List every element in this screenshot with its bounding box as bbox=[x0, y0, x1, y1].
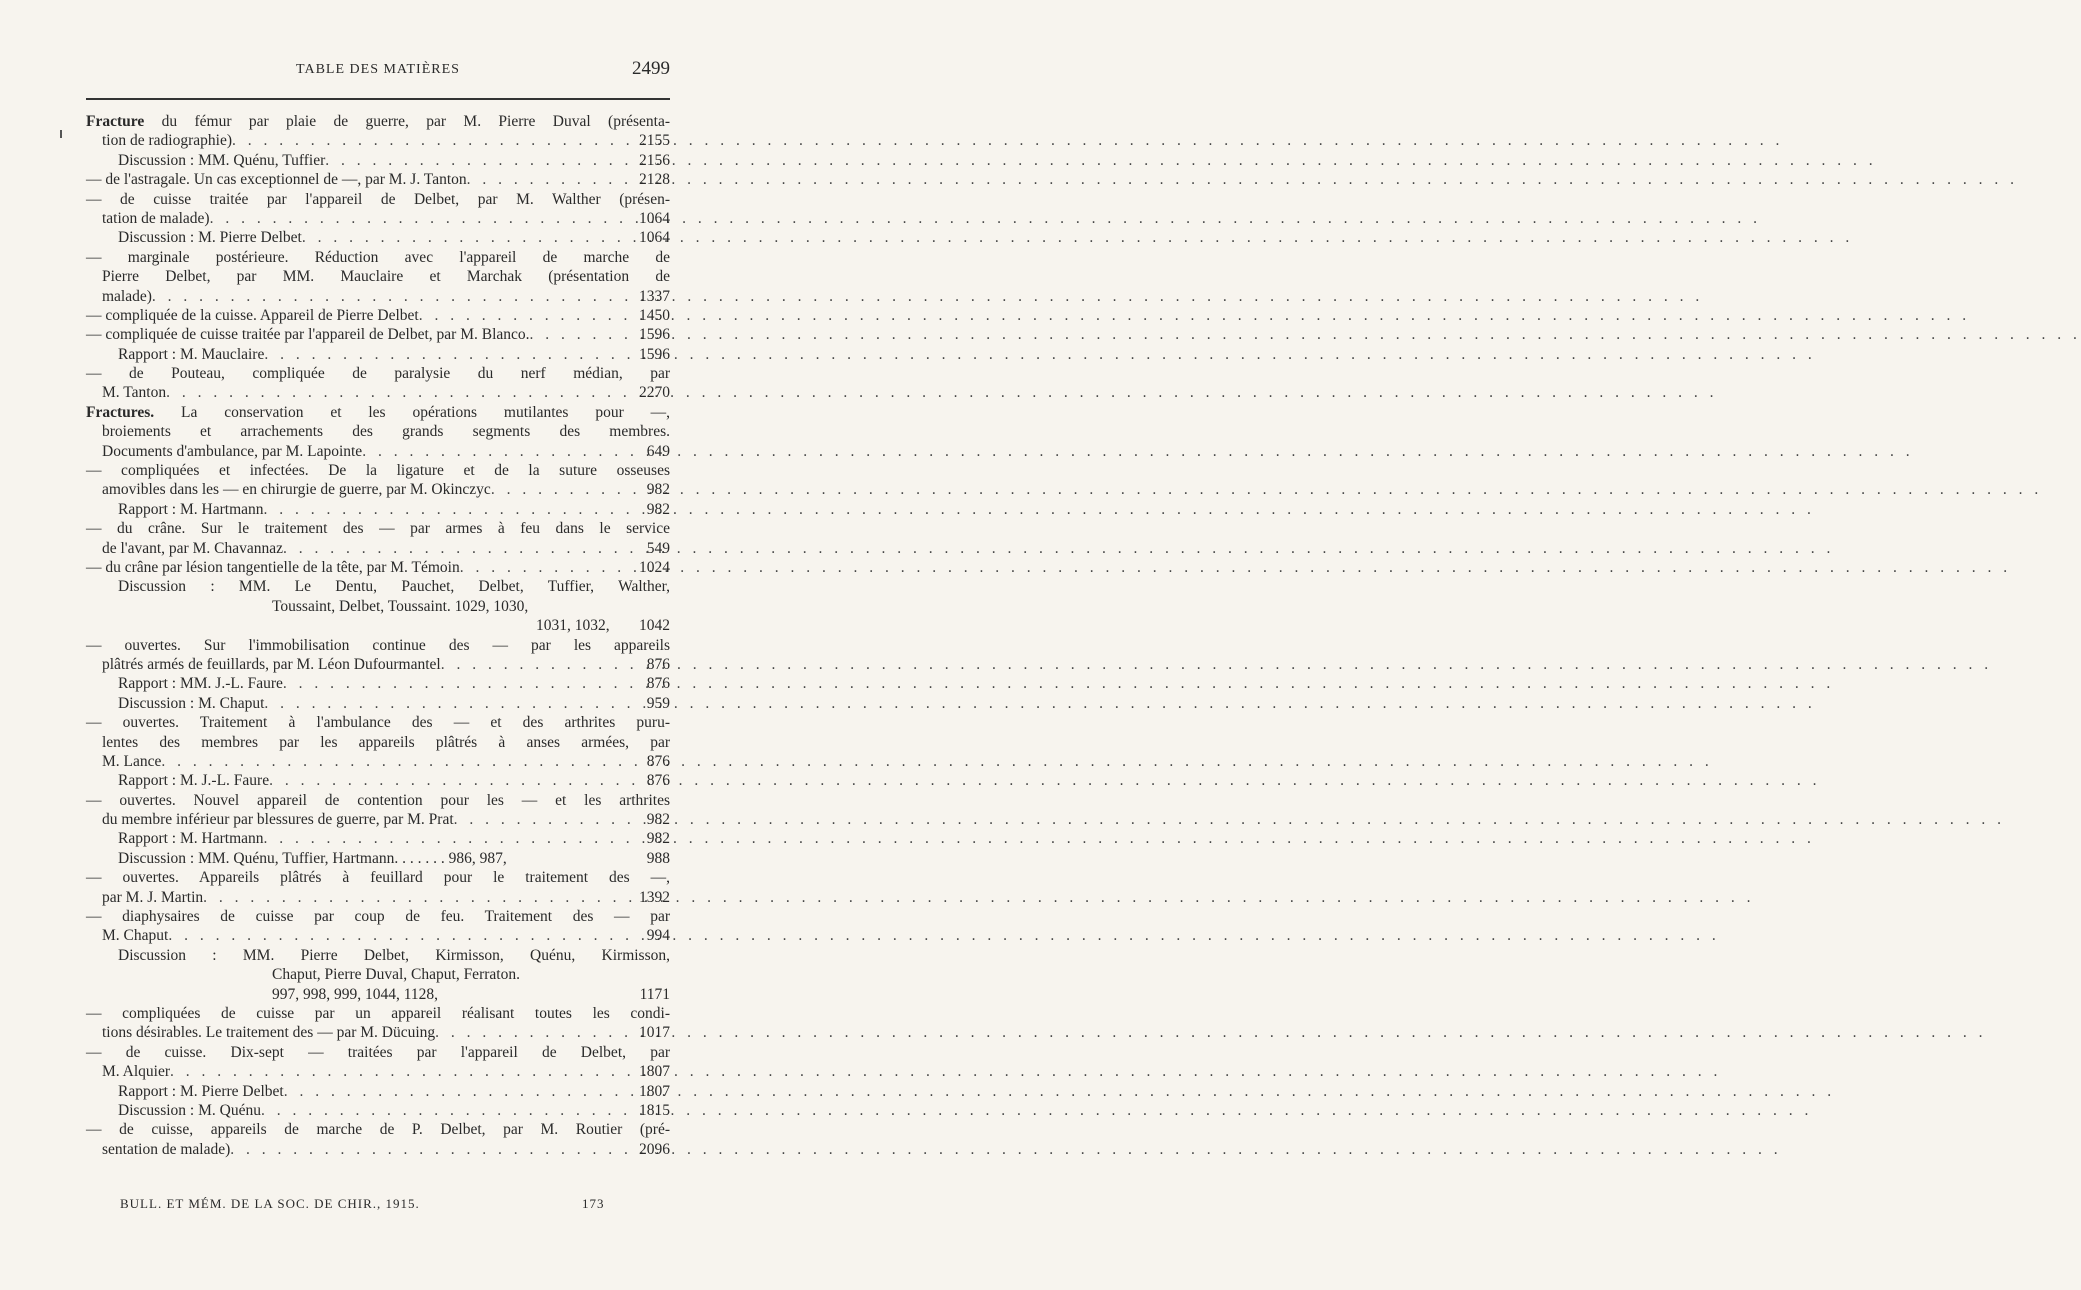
index-line bbox=[86, 1062, 670, 1081]
entry-text: Fracture du fémur par plaie de guerre, par M. Pierre Duval (présenta- bbox=[86, 113, 670, 130]
dot-leader bbox=[419, 306, 634, 325]
dot-leader bbox=[362, 442, 634, 461]
entry-page: 982 bbox=[646, 481, 670, 499]
entry-page: 1596 bbox=[639, 345, 670, 363]
entry-text: M. Alquier bbox=[102, 1063, 171, 1081]
entry-text: tation de malade) bbox=[102, 209, 210, 227]
index-line bbox=[86, 519, 670, 538]
signature-mark: 173 bbox=[582, 1196, 605, 1211]
dot-leader bbox=[264, 345, 634, 364]
index-line bbox=[86, 791, 670, 810]
entry-page: 982 bbox=[646, 830, 670, 848]
dot-leader bbox=[491, 480, 634, 499]
entry-text: par M. J. Martin bbox=[102, 888, 204, 906]
entry-page: 2270 bbox=[639, 384, 670, 402]
index-line bbox=[86, 888, 670, 907]
entry-text: — de l'astragale. Un cas exceptionnel de —, par M. J. Tanton bbox=[86, 171, 467, 189]
page-number: 2499 bbox=[632, 58, 670, 79]
entry-text: — compliquée de la cuisse. Appareil de Pierre Delbet bbox=[86, 306, 419, 324]
index-line bbox=[86, 868, 670, 887]
dot-leader bbox=[467, 170, 634, 189]
index-line bbox=[86, 616, 670, 635]
entry-text: — de cuisse, appareils de marche de P. Delbet, par M. Routier (pré- bbox=[86, 1121, 670, 1139]
entry-text: — ouvertes. Traitement à l'ambulance des — et des arthrites puru- bbox=[86, 714, 670, 732]
entry-text: — de Pouteau, compliquée de paralysie du nerf médian, par bbox=[86, 365, 670, 383]
entry-text: 997, 998, 999, 1044, 1128, bbox=[272, 985, 439, 1003]
entry-page: 1042 bbox=[639, 617, 670, 635]
index-line bbox=[86, 636, 670, 655]
index-line bbox=[86, 733, 670, 752]
index-line bbox=[86, 190, 670, 209]
entry-text: lentes des membres par les appareils plâtrés à anses armées, par bbox=[102, 733, 670, 751]
dot-leader bbox=[454, 810, 634, 829]
entry-page: 1337 bbox=[639, 287, 670, 305]
index-line bbox=[86, 1120, 670, 1139]
index-line bbox=[86, 713, 670, 732]
index-line bbox=[86, 364, 670, 383]
dot-leader bbox=[264, 694, 634, 713]
dot-leader bbox=[325, 151, 634, 170]
entry-text: — diaphysaires de cuisse par coup de feu. Traitement des — par bbox=[86, 908, 670, 926]
index-line bbox=[86, 1004, 670, 1023]
entry-page: 1450 bbox=[639, 306, 670, 324]
dot-leader bbox=[203, 888, 634, 907]
entry-page: 876 bbox=[646, 675, 670, 693]
entry-text: Discussion : M. Chaput bbox=[118, 694, 265, 712]
entry-page: 549 bbox=[646, 539, 670, 557]
index-line bbox=[86, 946, 670, 965]
entry-text: — ouvertes. Nouvel appareil de contention pour les — et les arthrites bbox=[86, 791, 670, 809]
index-line bbox=[86, 771, 670, 790]
index-line bbox=[86, 422, 670, 441]
index-line bbox=[86, 480, 670, 499]
index-line bbox=[86, 1082, 670, 1101]
entry-text: Chaput, Pierre Duval, Chaput, Ferraton. bbox=[272, 966, 520, 984]
entry-text: M. Chaput bbox=[102, 927, 169, 945]
entry-text: — compliquée de cuisse traitée par l'appareil de Delbet, par M. Blanco. bbox=[86, 326, 530, 344]
entry-page: 649 bbox=[646, 442, 670, 460]
index-line bbox=[86, 829, 670, 848]
entry-page: 1064 bbox=[639, 209, 670, 227]
entry-text: Rapport : M. J.-L. Faure bbox=[118, 772, 270, 790]
entry-page: 982 bbox=[646, 500, 670, 518]
dot-leader bbox=[166, 383, 634, 402]
index-line bbox=[86, 383, 670, 402]
index-line bbox=[86, 151, 670, 170]
dot-leader bbox=[435, 1023, 634, 1042]
dot-leader bbox=[170, 1062, 634, 1081]
entry-text: Rapport : M. Mauclaire bbox=[118, 345, 265, 363]
entry-text: — du crâne. Sur le traitement des — par armes à feu dans le service bbox=[86, 520, 670, 538]
entry-text: Discussion : MM. Quénu, Tuffier bbox=[118, 151, 326, 169]
entry-text: sentation de malade) bbox=[102, 1140, 231, 1158]
header-rule bbox=[86, 98, 670, 100]
entry-text: Rapport : M. Pierre Delbet bbox=[118, 1082, 284, 1100]
index-line bbox=[86, 985, 670, 1004]
entry-text: Fractures. La conservation et les opérations mutilantes pour —, bbox=[86, 403, 670, 421]
entry-page: 2096 bbox=[639, 1140, 670, 1158]
index-line bbox=[86, 228, 670, 247]
entry-text: Pierre Delbet, par MM. Mauclaire et Marchak (présentation de bbox=[102, 268, 670, 286]
index-line bbox=[86, 403, 670, 422]
index-line bbox=[86, 287, 670, 306]
entry-page: 1024 bbox=[639, 558, 670, 576]
index-line bbox=[86, 325, 670, 344]
index-line bbox=[86, 674, 670, 693]
index-line bbox=[86, 170, 670, 189]
entry-page: 982 bbox=[646, 811, 670, 829]
entry-page: 959 bbox=[646, 694, 670, 712]
entry-text: Rapport : M. Hartmann bbox=[118, 500, 264, 518]
index-line bbox=[86, 810, 670, 829]
dot-leader bbox=[530, 325, 634, 344]
entry-page: 1171 bbox=[639, 985, 670, 1003]
entry-page: 1064 bbox=[639, 229, 670, 247]
entry-page: 876 bbox=[646, 655, 670, 673]
index-line bbox=[86, 500, 670, 519]
dot-leader bbox=[302, 228, 634, 247]
entry-text: de l'avant, par M. Chavannaz bbox=[102, 539, 283, 557]
index-line bbox=[86, 267, 670, 286]
index-line bbox=[86, 112, 670, 131]
index-line bbox=[86, 306, 670, 325]
entry-page: 1807 bbox=[639, 1082, 670, 1100]
index-line bbox=[86, 655, 670, 674]
dot-leader bbox=[460, 558, 634, 577]
dot-leader bbox=[232, 131, 634, 150]
entry-text: Discussion : M. Quénu bbox=[118, 1101, 261, 1119]
entry-text: Discussion : M. Pierre Delbet bbox=[118, 229, 302, 247]
index-entries bbox=[86, 112, 670, 1159]
index-line bbox=[86, 209, 670, 228]
index-line bbox=[86, 558, 670, 577]
dot-leader bbox=[441, 655, 634, 674]
entry-text: Discussion : MM. Quénu, Tuffier, Hartmann. . . . . . . 986, 987, bbox=[118, 849, 507, 867]
entry-text: amovibles dans les — en chirurgie de guerre, par M. Okinczyc bbox=[102, 481, 491, 499]
dot-leader bbox=[210, 209, 634, 228]
index-line bbox=[86, 849, 670, 868]
index-line bbox=[86, 131, 670, 150]
entry-text: 1031, 1032, bbox=[536, 617, 610, 635]
entry-text: — ouvertes. Sur l'immobilisation continue des — par les appareils bbox=[86, 636, 670, 654]
entry-text: M. Lance bbox=[102, 752, 162, 770]
entry-text: Rapport : M. Hartmann bbox=[118, 830, 264, 848]
entry-page: 2155 bbox=[639, 132, 670, 150]
entry-text: plâtrés armés de feuillards, par M. Léon Dufourmantel bbox=[102, 655, 441, 673]
dot-leader bbox=[264, 500, 634, 519]
entry-page: 2128 bbox=[639, 171, 670, 189]
entry-text: Rapport : MM. J.-L. Faure bbox=[118, 675, 283, 693]
dot-leader bbox=[269, 771, 634, 790]
entry-page: 988 bbox=[646, 849, 670, 867]
dot-leader bbox=[161, 752, 634, 771]
dot-leader bbox=[284, 1082, 634, 1101]
entry-page: 2156 bbox=[639, 151, 670, 169]
entry-text: — ouvertes. Appareils plâtrés à feuillard pour le traitement des —, bbox=[86, 869, 670, 887]
entry-text: — de cuisse. Dix-sept — traitées par l'appareil de Delbet, par bbox=[86, 1043, 670, 1061]
dot-leader bbox=[152, 287, 634, 306]
dot-leader bbox=[168, 926, 634, 945]
entry-page: 876 bbox=[646, 772, 670, 790]
entry-page: 1815 bbox=[639, 1101, 670, 1119]
entry-text: — de cuisse traitée par l'appareil de Delbet, par M. Walther (présen- bbox=[86, 190, 670, 208]
entry-text: tions désirables. Le traitement des — par M. Dücuing bbox=[102, 1024, 436, 1042]
dot-leader bbox=[283, 674, 634, 693]
entry-text: — du crâne par lésion tangentielle de la tête, par M. Témoin bbox=[86, 558, 460, 576]
index-line bbox=[86, 1043, 670, 1062]
dot-leader bbox=[230, 1140, 634, 1159]
index-line bbox=[86, 442, 670, 461]
index-line bbox=[86, 907, 670, 926]
index-line bbox=[86, 539, 670, 558]
entry-page: 1392 bbox=[639, 888, 670, 906]
index-line bbox=[86, 694, 670, 713]
index-line bbox=[86, 1023, 670, 1042]
dot-leader bbox=[261, 1101, 634, 1120]
dot-leader bbox=[264, 829, 634, 848]
entry-text: — marginale postérieure. Réduction avec l'appareil de marche de bbox=[86, 248, 670, 266]
entry-page: 1017 bbox=[639, 1024, 670, 1042]
entry-text: tion de radiographie) bbox=[102, 132, 232, 150]
index-line bbox=[86, 926, 670, 945]
journal-footer: BULL. ET MÉM. DE LA SOC. DE CHIR., 1915. bbox=[120, 1196, 420, 1211]
running-title: TABLE DES MATIÈRES bbox=[296, 62, 460, 77]
index-line bbox=[86, 345, 670, 364]
entry-page: 1596 bbox=[639, 326, 670, 344]
dot-leader bbox=[283, 539, 634, 558]
index-line bbox=[86, 752, 670, 771]
entry-page: 1807 bbox=[639, 1063, 670, 1081]
entry-text: — compliquées de cuisse par un appareil réalisant toutes les condi- bbox=[86, 1004, 670, 1022]
entry-page: 876 bbox=[646, 752, 670, 770]
entry-text: broiements et arrachements des grands segments des membres. bbox=[102, 423, 670, 441]
entry-text: Toussaint, Delbet, Toussaint. 1029, 1030, bbox=[272, 597, 529, 615]
entry-text: Documents d'ambulance, par M. Lapointe bbox=[102, 442, 363, 460]
index-line bbox=[86, 597, 670, 616]
index-line bbox=[86, 1140, 670, 1159]
entry-text: Discussion : MM. Pierre Delbet, Kirmisson, Quénu, Kirmisson, bbox=[118, 946, 670, 964]
index-line bbox=[86, 1101, 670, 1120]
index-line bbox=[86, 965, 670, 984]
entry-text: du membre inférieur par blessures de guerre, par M. Prat bbox=[102, 811, 454, 829]
entry-page: 994 bbox=[646, 927, 670, 945]
entry-text: malade) bbox=[102, 287, 152, 305]
page-header bbox=[86, 58, 670, 86]
index-line bbox=[86, 248, 670, 267]
entry-text: — compliquées et infectées. De la ligature et de la suture osseuses bbox=[86, 462, 670, 480]
margin-mark bbox=[60, 130, 62, 138]
entry-text: M. Tanton bbox=[102, 384, 167, 402]
index-line bbox=[86, 461, 670, 480]
index-line bbox=[86, 577, 670, 596]
entry-text: Discussion : MM. Le Dentu, Pauchet, Delbet, Tuffier, Walther, bbox=[118, 578, 670, 596]
